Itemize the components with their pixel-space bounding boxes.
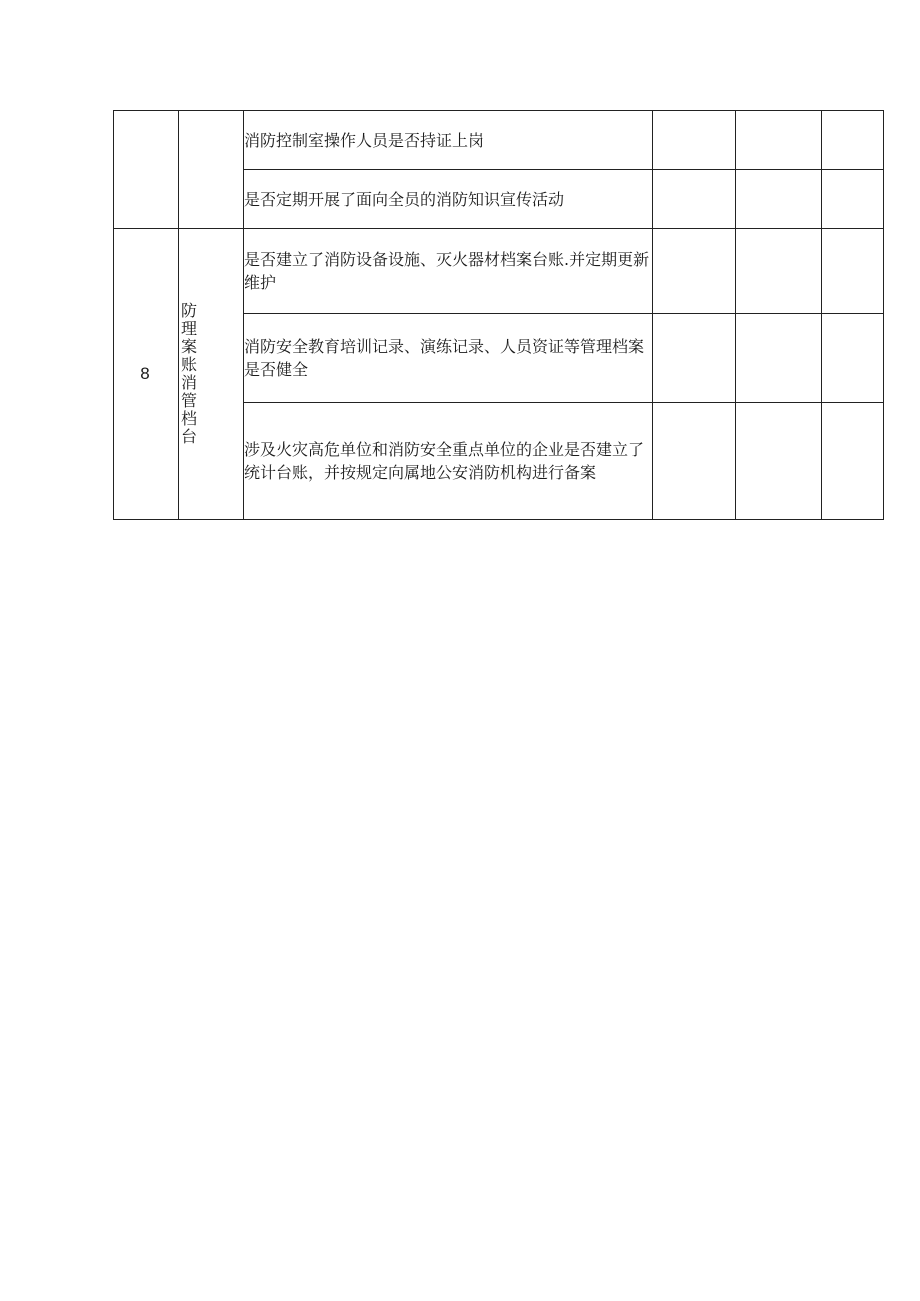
category-label: 防理案账消管档台 [181,301,198,446]
table-row [114,229,884,314]
row-number-cell [114,229,179,520]
category-cell [179,229,244,520]
result-cell [653,229,736,314]
result-cell [653,111,736,170]
result-cell [822,229,884,314]
row-number-cell [114,111,179,229]
result-cell [736,170,822,229]
result-cell [653,170,736,229]
check-item-cell: 消防控制室操作人员是否持证上岗 [244,111,653,170]
result-cell [653,403,736,520]
check-item-cell: 涉及火灾高危单位和消防安全重点单位的企业是否建立了统计台账，并按规定向属地公安消防机构进行备案 [244,403,653,520]
check-item-cell: 消防安全教育培训记录、演练记录、人员资证等管理档案是否健全 [244,314,653,403]
result-cell [736,111,822,170]
category-cell [179,111,244,229]
row-number: 8 [140,364,150,383]
result-cell [736,229,822,314]
result-cell [822,111,884,170]
result-cell [822,403,884,520]
check-item-cell: 是否定期开展了面向全员的消防知识宣传活动 [244,170,653,229]
result-cell [822,314,884,403]
result-cell [653,314,736,403]
result-cell [822,170,884,229]
inspection-checklist-table [113,110,884,520]
result-cell [736,403,822,520]
check-item-cell: 是否建立了消防设备设施、灭火器材档案台账.并定期更新维护 [244,229,653,314]
table-row [114,111,884,170]
result-cell [736,314,822,403]
